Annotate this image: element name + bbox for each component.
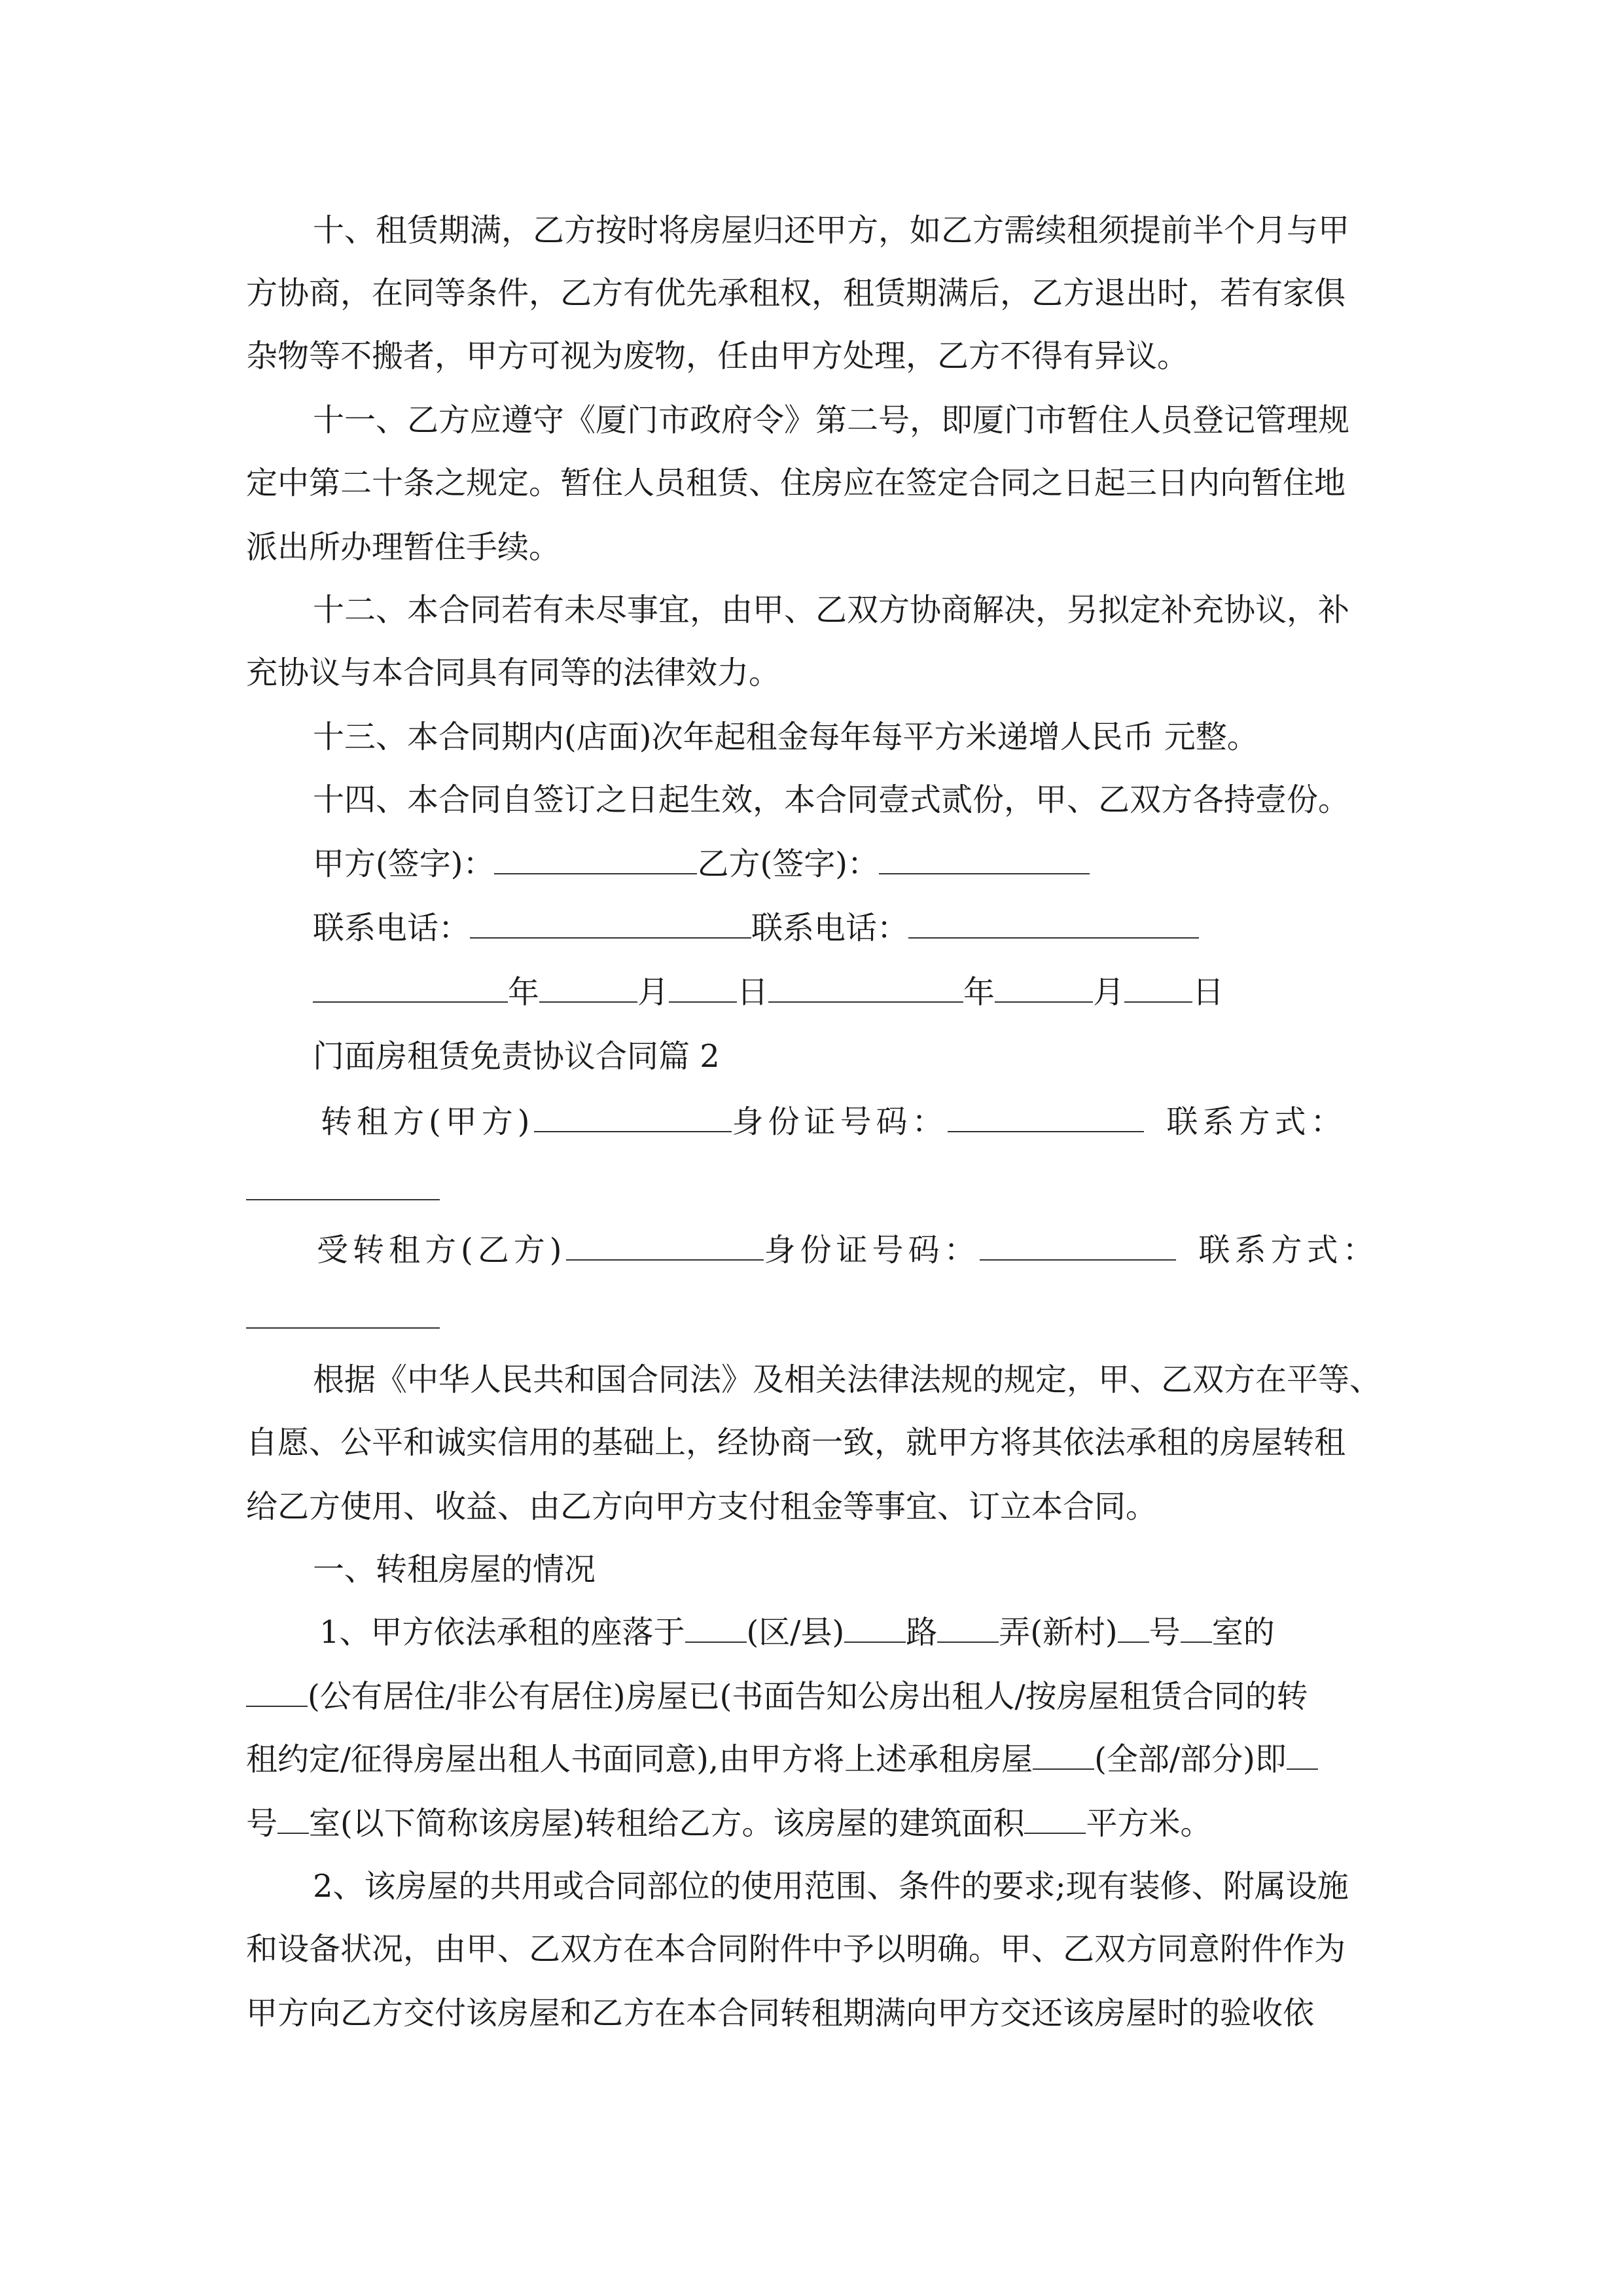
party-a-sign-label: 甲方(签字)： xyxy=(313,846,495,882)
art1-1-text-e: 号 xyxy=(1149,1614,1181,1651)
article-1-1-line-2 xyxy=(246,1677,1308,1716)
phone-row xyxy=(313,908,1199,948)
art1-1-text-b: (区/县) xyxy=(746,1614,845,1651)
section-2-title: 门面房租赁免责协议合同篇 2 xyxy=(313,1038,720,1075)
sublessor-contact-label: 联系方式： xyxy=(1166,1103,1347,1140)
sublessee-id-label: 身份证号码： xyxy=(764,1232,980,1268)
signature-row xyxy=(313,844,1090,884)
sublet-room-blank xyxy=(277,1804,309,1834)
art1-1-text-d: 弄(新村) xyxy=(999,1614,1118,1651)
art1-1-text-j: 号 xyxy=(246,1805,278,1842)
article-1-title: 一、转租房屋的情况 xyxy=(313,1551,596,1588)
sublessee-label: 受转租方(乙方) xyxy=(317,1232,567,1268)
sublessor-id-blank xyxy=(948,1102,1144,1132)
sublessor-row xyxy=(321,1102,1347,1141)
clause-10-line-2: 方协商，在同等条件，乙方有优先承租权，租赁期满后，乙方退出时，若有家俱 xyxy=(246,275,1346,312)
sublessee-row xyxy=(317,1230,1379,1270)
party-b-phone-label: 联系电话： xyxy=(751,910,909,946)
preamble-line-3: 给乙方使用、收益、由乙方向甲方支付租金等事宜、订立本合同。 xyxy=(246,1488,1158,1525)
sublessee-contact-blank xyxy=(246,1327,440,1329)
sublessor-label: 转租方(甲方) xyxy=(321,1103,535,1140)
party-b-phone-blank xyxy=(908,908,1199,939)
party-a-sign-blank xyxy=(494,844,697,874)
scope-blank xyxy=(1033,1740,1094,1770)
date-b-month: 月 xyxy=(1093,974,1125,1011)
party-b-sign-label: 乙方(签字)： xyxy=(697,846,879,882)
date-a-month-blank xyxy=(539,973,637,1003)
sublessor-contact-blank xyxy=(246,1199,440,1200)
article-1-1-line-1 xyxy=(319,1613,1275,1652)
clause-11-line-3: 派出所办理暂住手续。 xyxy=(246,529,561,565)
art1-1-text-l: 平方米。 xyxy=(1086,1805,1212,1842)
clause-10-line-3: 杂物等不搬者，甲方可视为废物，任由甲方处理，乙方不得有异议。 xyxy=(246,338,1189,374)
art1-1-text-i: (全部/部分)即 xyxy=(1094,1741,1287,1778)
clause-10-line-1: 十、租赁期满，乙方按时将房屋归还甲方，如乙方需续租须提前半个月与甲 xyxy=(313,212,1350,249)
room-blank xyxy=(1181,1613,1212,1643)
art1-1-text-f: 室的 xyxy=(1211,1614,1275,1651)
article-1-2-line-3: 甲方向乙方交付该房屋和乙方在本合同转租期满向甲方交还该房屋时的验收依 xyxy=(246,1995,1315,2032)
area-blank xyxy=(1024,1804,1086,1834)
sublessor-id-label: 身份证号码： xyxy=(732,1103,948,1140)
art1-1-text-a: 1、甲方依法承租的座落于 xyxy=(319,1614,685,1651)
housing-type-blank xyxy=(246,1677,308,1707)
district-blank xyxy=(685,1613,747,1643)
clause-14: 十四、本合同自签订之日起生效，本合同壹式贰份，甲、乙双方各持壹份。 xyxy=(313,781,1350,818)
sublessor-name-blank xyxy=(534,1102,732,1132)
sublet-number-blank xyxy=(1287,1740,1318,1770)
art1-1-text-k: 室(以下简称该房屋)转租给乙方。该房屋的建筑面积 xyxy=(309,1805,1025,1842)
clause-11-line-1: 十一、乙方应遵守《厦门市政府令》第二号，即厦门市暂住人员登记管理规 xyxy=(313,402,1350,439)
party-b-sign-blank xyxy=(879,844,1090,874)
date-a-year-blank xyxy=(313,973,508,1003)
date-b-year: 年 xyxy=(963,974,995,1011)
sublessee-name-blank xyxy=(566,1230,764,1261)
date-a-month: 月 xyxy=(637,974,669,1011)
date-b-year-blank xyxy=(768,973,963,1003)
article-1-2-line-2: 和设备状况，由甲、乙双方在本合同附件中予以明确。甲、乙双方同意附件作为 xyxy=(246,1931,1346,1967)
article-1-1-line-4 xyxy=(246,1804,1212,1843)
road-blank xyxy=(844,1613,906,1643)
party-a-phone-label: 联系电话： xyxy=(313,910,471,946)
lane-blank xyxy=(937,1613,999,1643)
article-1-2-line-1: 2、该房屋的共用或合同部位的使用范围、条件的要求;现有装修、附属设施 xyxy=(313,1868,1349,1905)
date-b-month-blank xyxy=(995,973,1093,1003)
art1-1-text-g: (公有居住/非公有居住)房屋已(书面告知公房出租人/按房屋租赁合同的转 xyxy=(308,1678,1308,1715)
date-a-day: 日 xyxy=(737,974,769,1011)
sublessee-contact-label: 联系方式： xyxy=(1198,1232,1379,1268)
preamble-line-2: 自愿、公平和诚实信用的基础上，经协商一致，就甲方将其依法承租的房屋转租 xyxy=(246,1424,1346,1461)
clause-12-line-2: 充协议与本合同具有同等的法律效力。 xyxy=(246,655,781,691)
date-row xyxy=(313,973,1224,1012)
date-b-day: 日 xyxy=(1192,974,1224,1011)
number-blank xyxy=(1118,1613,1149,1643)
party-a-phone-blank xyxy=(470,908,751,939)
sublessee-id-blank xyxy=(980,1230,1176,1261)
clause-13: 十三、本合同期内(店面)次年起租金每年每平方米递增人民币 元整。 xyxy=(313,719,1258,755)
art1-1-text-c: 路 xyxy=(906,1614,938,1651)
art1-1-text-h: 租约定/征得房屋出租人书面同意),由甲方将上述承租房屋 xyxy=(246,1741,1033,1778)
article-1-1-line-3 xyxy=(246,1740,1318,1779)
preamble-line-1: 根据《中华人民共和国合同法》及相关法律法规的规定，甲、乙双方在平等、 xyxy=(313,1361,1382,1398)
clause-12-line-1: 十二、本合同若有未尽事宜，由甲、乙双方协商解决，另拟定补充协议，补 xyxy=(313,592,1350,628)
date-a-year: 年 xyxy=(508,974,540,1011)
clause-11-line-2: 定中第二十条之规定。暂住人员租赁、住房应在签定合同之日起三日内向暂住地 xyxy=(246,465,1346,501)
date-b-day-blank xyxy=(1124,973,1192,1003)
date-a-day-blank xyxy=(669,973,737,1003)
